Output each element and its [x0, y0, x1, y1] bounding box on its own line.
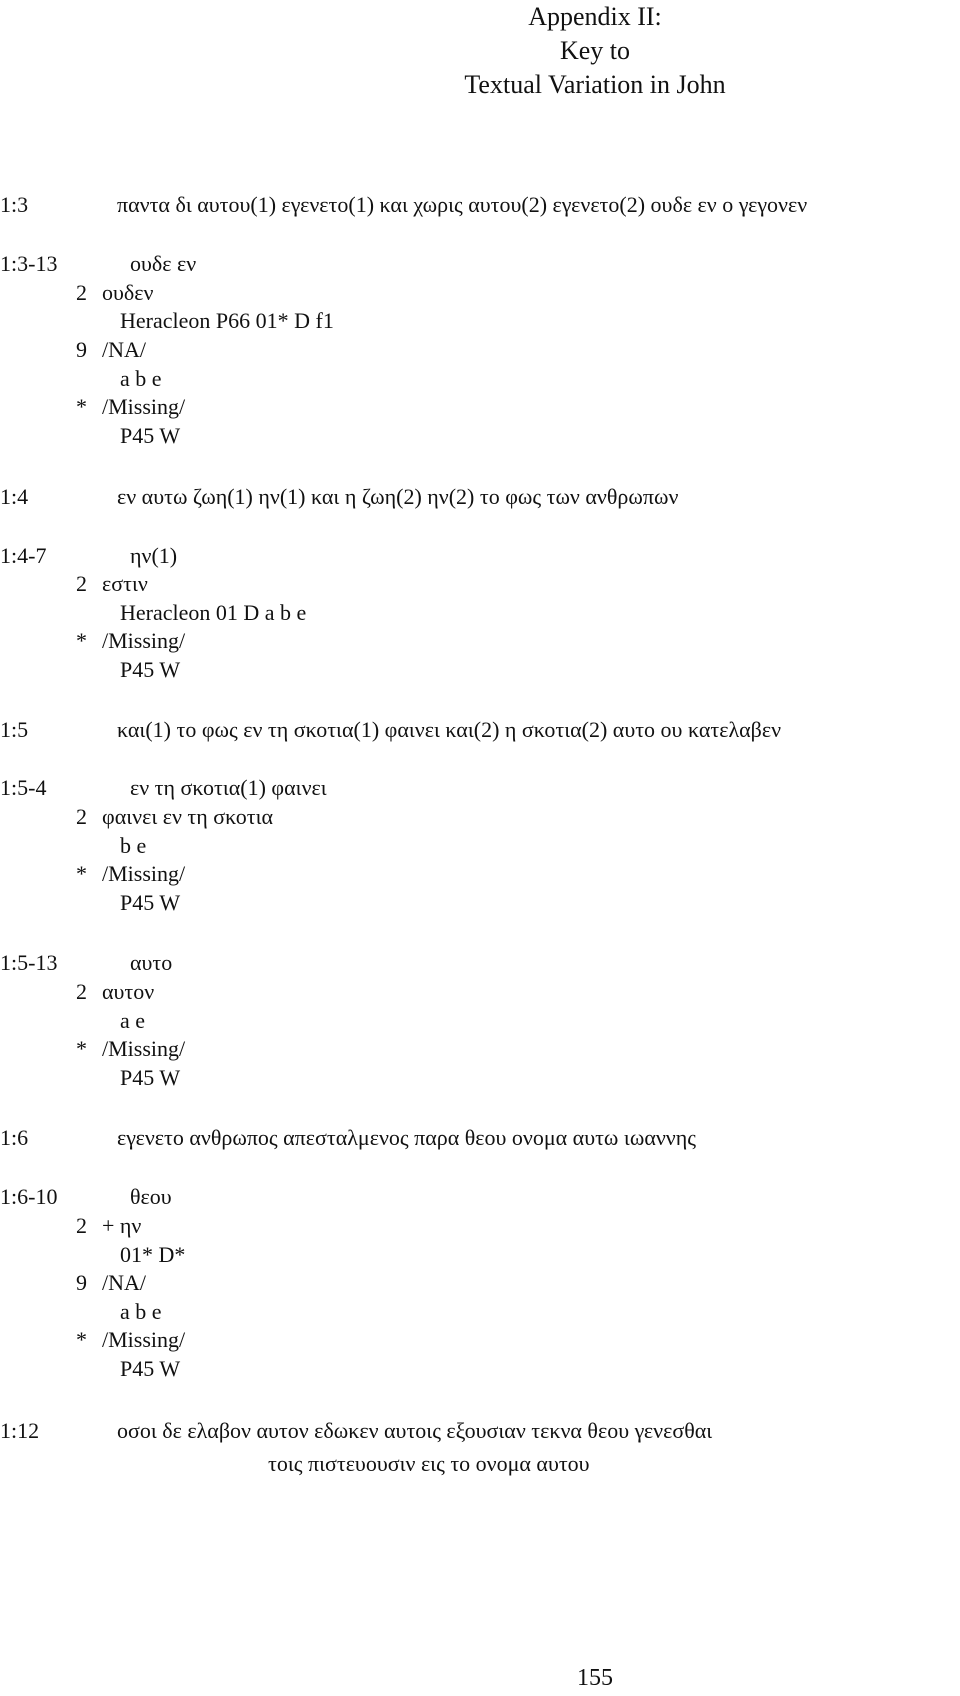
verse-reference: 1:6 [0, 1125, 29, 1150]
variant-reading: εστιν [102, 571, 148, 596]
appendix-title: Appendix II: [528, 2, 662, 31]
variant-reading: + ην [102, 1213, 142, 1238]
variant-reference: 1:3-13 [0, 251, 58, 276]
variant-code: * [76, 861, 87, 886]
variant-reading: /NA/ [102, 337, 146, 362]
variant-witnesses: a e [120, 1008, 146, 1033]
variant-reading: αυτον [102, 979, 155, 1004]
variant-reference: 1:5-13 [0, 950, 58, 975]
variant-code: 2 [76, 1213, 87, 1238]
verse-text: εγενετο ανθρωπος απεσταλμενος παρα θεου ονομα αυτω ιωαννης [117, 1125, 696, 1150]
variant-witnesses: P45 W [120, 1065, 181, 1090]
variant-code: 2 [76, 280, 87, 305]
variant-code: 9 [76, 1270, 87, 1295]
variant-code: * [76, 1036, 87, 1061]
verse-reference: 1:12 [0, 1418, 40, 1443]
verse-text: και(1) το φως εν τη σκοτια(1) φαινει και(2) η σκοτια(2) αυτο ου κατελαβεν [117, 717, 782, 742]
verse-text: παντα δι αυτου(1) εγενετο(1) και χωρις αυτου(2) εγενετο(2) ουδε εν ο γεγονεν [117, 192, 808, 217]
variant-reading: ουδεν [102, 280, 154, 305]
variant-code: * [76, 628, 87, 653]
variant-code: 2 [76, 571, 87, 596]
variant-witnesses: P45 W [120, 657, 181, 682]
variant-reading: /Missing/ [102, 1036, 186, 1061]
verse-text: εν αυτω ζωη(1) ην(1) και η ζωη(2) ην(2) το φως των ανθρωπων [117, 484, 679, 509]
variant-code: * [76, 1327, 87, 1352]
page-number: 155 [577, 1665, 613, 1691]
variant-reading: /Missing/ [102, 1327, 186, 1352]
appendix-subtitle: Key to [559, 36, 631, 65]
variant-witnesses: a b e [120, 366, 162, 391]
variant-reference: 1:6-10 [0, 1184, 58, 1209]
appendix-heading: Textual Variation in John [464, 70, 726, 99]
variant-reading: /Missing/ [102, 628, 186, 653]
variant-reference: 1:4-7 [0, 543, 47, 568]
variant-lemma: αυτο [130, 950, 173, 975]
variant-code: 9 [76, 337, 87, 362]
verse-reference: 1:5 [0, 717, 29, 742]
variant-lemma: ην(1) [130, 543, 178, 568]
variant-code: 2 [76, 804, 87, 829]
variant-witnesses: P45 W [120, 890, 181, 915]
variant-witnesses: b e [120, 833, 147, 858]
verse-text: οσοι δε ελαβον αυτον εδωκεν αυτοις εξουσιαν τεκνα θεου γενεσθαι [117, 1418, 713, 1443]
variant-reading: /NA/ [102, 1270, 146, 1295]
variant-code: 2 [76, 979, 87, 1004]
variant-witnesses: Heracleon P66 01* D f1 [120, 308, 334, 333]
variant-reading: /Missing/ [102, 394, 186, 419]
variant-lemma: ουδε εν [130, 251, 197, 276]
variant-reading: /Missing/ [102, 861, 186, 886]
variant-witnesses: Heracleon 01 D a b e [120, 600, 307, 625]
variant-witnesses: 01* D* [120, 1242, 186, 1267]
variant-lemma: εν τη σκοτια(1) φαινει [130, 775, 327, 800]
variant-reading: φαινει εν τη σκοτια [102, 804, 274, 829]
variant-code: * [76, 394, 87, 419]
variant-witnesses: P45 W [120, 1356, 181, 1381]
verse-text-continuation: τοις πιστευουσιν εις το ονομα αυτου [268, 1451, 590, 1476]
verse-reference: 1:3 [0, 192, 29, 217]
variant-witnesses: P45 W [120, 423, 181, 448]
verse-reference: 1:4 [0, 484, 29, 509]
variant-witnesses: a b e [120, 1299, 162, 1324]
variant-lemma: θεου [130, 1184, 172, 1209]
variant-reference: 1:5-4 [0, 775, 47, 800]
